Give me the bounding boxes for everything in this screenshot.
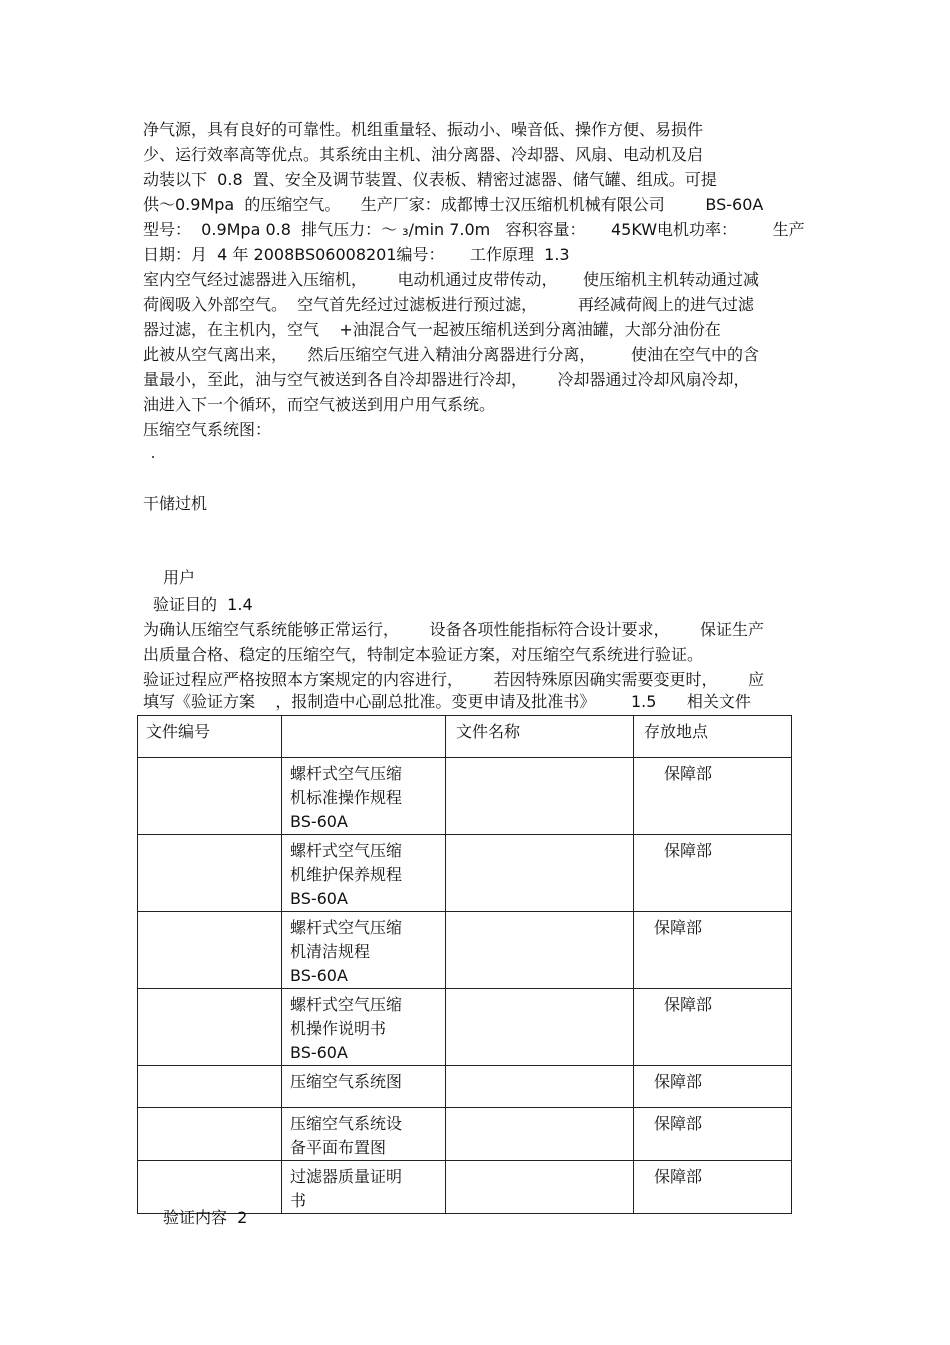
location-cell	[634, 758, 792, 835]
doc-number	[138, 1161, 281, 1165]
doc-name-cell	[282, 912, 446, 989]
section-1-4-line-2: 出质量合格、稳定的压缩空气，特制定本验证方案，对压缩空气系统进行验证。	[143, 645, 704, 664]
location-cell	[634, 835, 792, 912]
doc-name-line: 书	[290, 1191, 307, 1210]
related-documents-table	[137, 715, 792, 1214]
table-row	[138, 912, 792, 989]
body-line-9: 器过滤，在主机内，空气 +油混合气一起被压缩机送到分离油罐，大部分油份在	[143, 320, 721, 339]
header-cell	[138, 716, 282, 758]
doc-name-line: 机维护保养规程	[290, 865, 403, 884]
section-heading-1-4: 验证目的 1.4	[153, 595, 253, 614]
doc-number	[138, 758, 281, 762]
doc-number-cell	[138, 835, 282, 912]
doc-name-line: 压缩空气系统图	[290, 1072, 403, 1091]
doc-name-line: 机标准操作规程	[290, 788, 403, 807]
doc-title	[446, 758, 633, 762]
doc-name-cell	[282, 1108, 446, 1161]
location-cell	[634, 1161, 792, 1214]
body-line-11: 量最小，至此，油与空气被送到各自冷却器进行冷却， 冷却器通过冷却风扇冷却，	[143, 370, 750, 389]
header-cell	[282, 716, 446, 758]
table-row	[138, 1066, 792, 1108]
body-line-1: 净气源，具有良好的可靠性。机组重量轻、振动小、噪音低、操作方便、易损件	[143, 120, 704, 139]
table-row	[138, 835, 792, 912]
table-row	[138, 758, 792, 835]
doc-name-cell	[282, 835, 446, 912]
doc-name-line: 压缩空气系统设	[290, 1114, 403, 1133]
doc-name-line: 螺杆式空气压缩	[290, 918, 403, 937]
body-line-2: 少、运行效率高等优点。其系统由主机、油分离器、冷却器、风扇、电动机及启	[143, 145, 704, 164]
doc-name-cell	[282, 758, 446, 835]
doc-name-line: BS-60A	[290, 966, 348, 985]
section-1-4-line-4: 填写《验证方案 ，报制造中心副总批准。变更申请及批准书》 1.5 相关文件	[143, 692, 751, 711]
header-cell	[446, 716, 634, 758]
diagram-caption: 压缩空气系统图：	[143, 420, 272, 439]
doc-title-cell	[446, 1066, 634, 1108]
body-line-5: 型号： 0.9Mpa 0.8 排气压力：～ ₃/min 7.0m 容积容量： 45KW电机功率： 生产	[143, 220, 805, 239]
doc-location: 保障部	[654, 1167, 703, 1186]
doc-title	[446, 1161, 633, 1165]
doc-number-cell	[138, 758, 282, 835]
location-cell	[634, 1108, 792, 1161]
diagram-label-user: 用户	[163, 568, 196, 587]
doc-number-cell	[138, 912, 282, 989]
doc-name-line: 螺杆式空气压缩	[290, 841, 403, 860]
doc-title	[446, 989, 633, 993]
doc-name-line: BS-60A	[290, 889, 348, 908]
doc-number	[138, 1108, 281, 1112]
doc-number	[138, 835, 281, 839]
header-cell	[634, 716, 792, 758]
header-doc-number: 文件编号	[146, 722, 211, 741]
doc-location: 保障部	[654, 918, 703, 937]
doc-location: 保障部	[654, 1072, 703, 1091]
doc-number-cell	[138, 1108, 282, 1161]
table-row	[138, 989, 792, 1066]
doc-title-cell	[446, 1108, 634, 1161]
doc-number-cell	[138, 1066, 282, 1108]
doc-name-line: 过滤器质量证明	[290, 1167, 403, 1186]
location-cell	[634, 912, 792, 989]
body-line-12: 油进入下一个循环，而空气被送到用户用气系统。	[143, 395, 496, 414]
doc-number	[138, 989, 281, 993]
doc-location: 保障部	[654, 1114, 703, 1133]
diagram-placeholder-dot	[152, 456, 154, 458]
doc-title-cell	[446, 989, 634, 1066]
body-line-3: 动装以下 0.8 置、安全及调节装置、仪表板、精密过滤器、储气罐、组成。可提	[143, 170, 717, 189]
body-line-6: 日期：月 4 年 2008BS06008201编号： 工作原理 1.3	[143, 245, 570, 264]
header-empty	[282, 716, 445, 720]
doc-number	[138, 912, 281, 916]
section-1-4-line-3: 验证过程应严格按照本方案规定的内容进行， 若因特殊原因确实需要变更时， 应	[143, 670, 765, 689]
doc-name-line: 机清洁规程	[290, 942, 371, 961]
doc-location: 保障部	[664, 841, 713, 860]
doc-name-cell	[282, 1066, 446, 1108]
doc-location: 保障部	[664, 995, 713, 1014]
doc-number	[138, 1066, 281, 1070]
doc-name-line: BS-60A	[290, 812, 348, 831]
table-row	[138, 1108, 792, 1161]
doc-name-line: 螺杆式空气压缩	[290, 764, 403, 783]
section-heading-2: 验证内容 2	[163, 1208, 248, 1227]
location-cell	[634, 989, 792, 1066]
doc-title-cell	[446, 1161, 634, 1214]
doc-name-line: 备平面布置图	[290, 1138, 387, 1157]
body-line-10: 此被从空气离出来， 然后压缩空气进入精油分离器进行分离， 使油在空气中的含	[143, 345, 759, 364]
doc-title-cell	[446, 912, 634, 989]
body-line-4: 供～0.9Mpa 的压缩空气。 生产厂家：成都博士汉压缩机机械有限公司 BS-60A	[143, 195, 764, 214]
doc-location: 保障部	[664, 764, 713, 783]
doc-name-line: 螺杆式空气压缩	[290, 995, 403, 1014]
doc-title-cell	[446, 835, 634, 912]
header-doc-name: 文件名称	[456, 722, 521, 741]
doc-name-cell	[282, 1161, 446, 1214]
section-1-4-line-1: 为确认压缩空气系统能够正常运行， 设备各项性能指标符合设计要求， 保证生产	[143, 620, 765, 639]
body-line-8: 荷阀吸入外部空气。 空气首先经过过滤板进行预过滤， 再经减荷阀上的进气过滤	[143, 295, 754, 314]
doc-name-line: 机操作说明书	[290, 1019, 387, 1038]
doc-name-line: BS-60A	[290, 1043, 348, 1062]
doc-title	[446, 912, 633, 916]
doc-title	[446, 1108, 633, 1112]
header-location: 存放地点	[644, 722, 709, 741]
doc-title-cell	[446, 758, 634, 835]
doc-name-cell	[282, 989, 446, 1066]
doc-title	[446, 1066, 633, 1070]
location-cell	[634, 1066, 792, 1108]
doc-title	[446, 835, 633, 839]
table-header-row	[138, 716, 792, 758]
diagram-label-dryer: 干储过机	[143, 494, 208, 513]
body-line-7: 室内空气经过滤器进入压缩机， 电动机通过皮带传动， 使压缩机主机转动通过减	[143, 270, 759, 289]
doc-number-cell	[138, 989, 282, 1066]
